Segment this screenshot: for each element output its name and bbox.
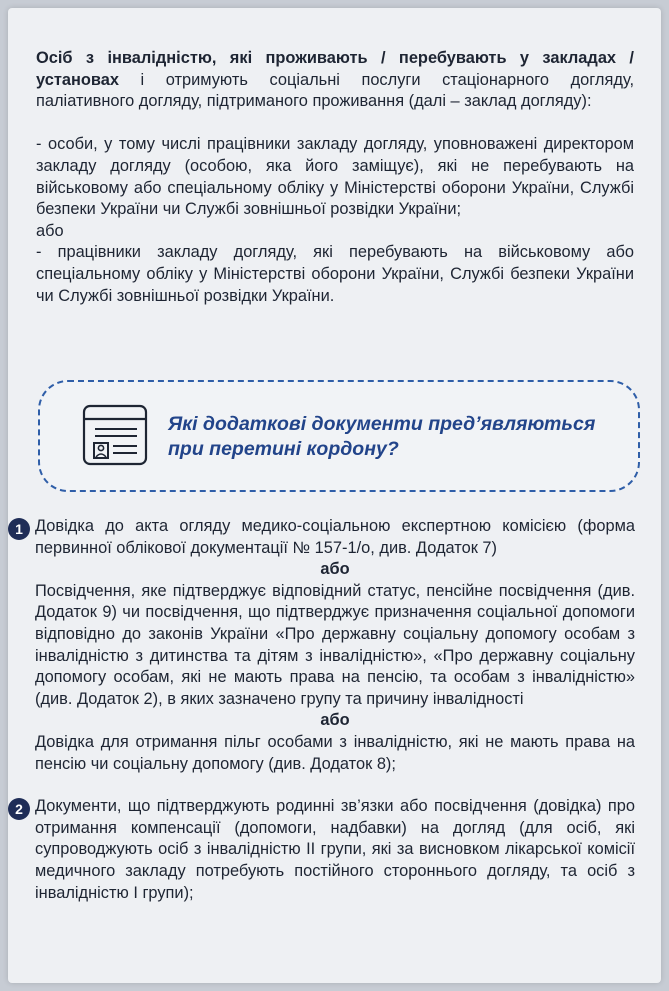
list-item <box>8 796 635 904</box>
intro-lead: Осіб з інвалідністю, які проживають / перебувають у закладах / установах <box>36 49 634 89</box>
number-badge: 1 <box>8 518 30 540</box>
spacer <box>36 113 634 135</box>
callout-title-line-2: при перетині кордону? <box>168 438 399 460</box>
intro-paragraph-2: - працівники закладу догляду, які перебувають на військовому або спеціальному обліку у Міністерстві оборони України, Службі безпеки України чи Службі зовнішньої розвідки України. <box>36 243 634 305</box>
callout-title <box>168 412 608 462</box>
number-badge: 2 <box>8 798 30 820</box>
item-text: Документи, що підтверджують родинні зв’язки або посвідчення (довідка) про отримання компенсації (допомоги, надбавки) на догляд (для осіб, які супроводжують осіб з інвалідністю ІІ групи, які за висновком лікарської комісії медичного закладу потребують постійного стороннього догляду, та осіб з інвалідністю І групи); <box>35 797 635 902</box>
intro-paragraph-1: - особи, у тому числі працівники закладу догляду, уповноважені директором закладу догляду (особою, яка його заміщує), які не перебувають на військовому або спеціальному обліку у Міністерстві оборони України, Службі безпеки України чи Службі зовнішньої розвідки України; <box>36 135 634 219</box>
page <box>8 8 661 983</box>
callout-box <box>38 380 640 492</box>
or-separator: або <box>320 560 350 579</box>
item-text: Довідка до акта огляду медико-соціальною експертною комісією (форма первинної облікової документації № 157-1/о, див. Додаток 7) <box>35 517 635 557</box>
item-text: Довідка для отримання пільг особами з інвалідністю, які не мають права на пенсію чи соціальну допомогу (див. Додаток 8); <box>35 732 635 773</box>
intro-section <box>36 48 634 307</box>
intro-or: або <box>36 221 64 240</box>
item-text: Посвідчення, яке підтверджує відповідний статус, пенсійне посвідчення (див. Додаток 9) чи посвідчення, що підтверджує призначення соціальної допомоги відповідно до законів України «Про державну соціальну допомогу особам з інвалідністю з дитинства та дітям з інвалідністю», «Про державну соціальну допомогу особам, які не мають права на пенсію, та особам з інвалідністю» (див. Додаток 2), в яких зазначено групу та причину інвалідності <box>35 581 635 708</box>
callout-title-line-1: Які додаткові документи пред’являються <box>168 413 596 435</box>
or-separator: або <box>320 711 350 730</box>
documents-list <box>8 516 661 904</box>
intro-lead-rest: і отримують соціальні послуги стаціонарного догляду, паліативного догляду, підтриманого проживання (далі – заклад догляду): <box>36 70 634 111</box>
document-icon <box>80 402 152 470</box>
list-item <box>8 516 635 775</box>
intro-heading <box>36 48 634 113</box>
